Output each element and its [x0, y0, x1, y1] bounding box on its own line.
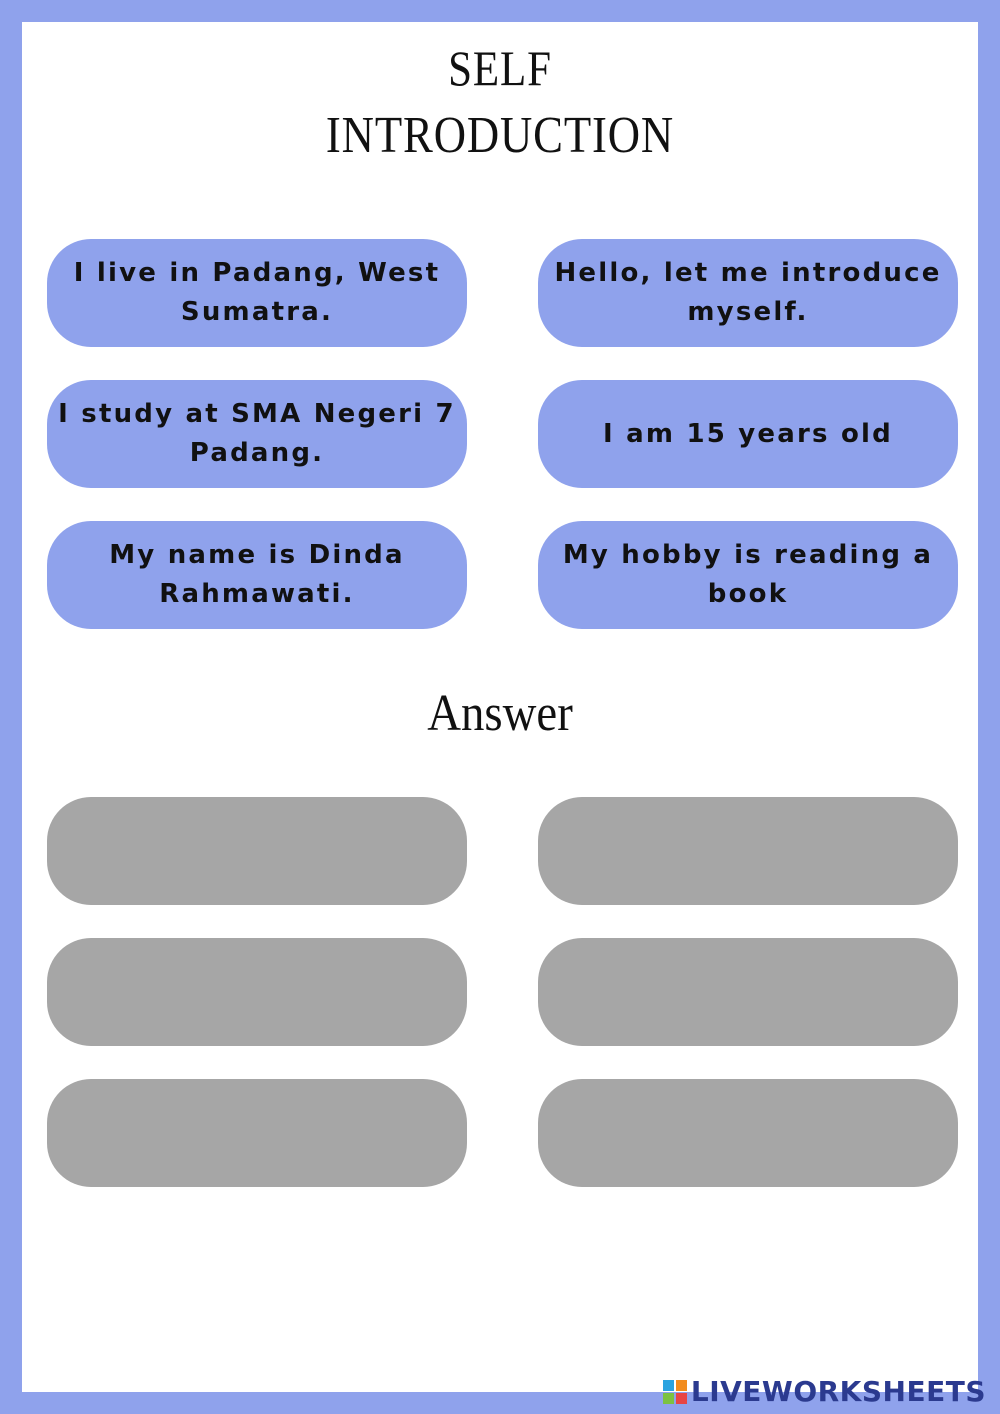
answer-drop-slot[interactable]: [538, 797, 958, 905]
sentence-card-text: I am 15 years old: [603, 418, 893, 449]
liveworksheets-logo-icon: [663, 1380, 687, 1404]
sentence-card-text: I study at SMA Negeri 7 Padang.: [58, 399, 456, 468]
sentence-card[interactable]: [538, 380, 958, 488]
page-title-line2: INTRODUCTION: [325, 107, 675, 164]
brand-name: LIVEWORKSHEETS: [690, 1375, 986, 1408]
sentence-card[interactable]: [47, 521, 467, 629]
sentence-card-text: My name is Dinda Rahmawati.: [109, 540, 405, 609]
answer-drop-slot[interactable]: [538, 938, 958, 1046]
sentence-card[interactable]: [47, 239, 467, 347]
answer-drop-slot[interactable]: [47, 797, 467, 905]
sentence-card[interactable]: [47, 380, 467, 488]
answer-heading: Answer: [427, 685, 573, 742]
answer-drop-slot[interactable]: [47, 1079, 467, 1187]
sentence-card-text: I live in Padang, West Sumatra.: [73, 258, 441, 327]
answer-drop-slot[interactable]: [47, 938, 467, 1046]
sentence-card-text: Hello, let me introduce myself.: [554, 258, 942, 327]
sentence-card[interactable]: [538, 239, 958, 347]
answer-drop-slot[interactable]: [538, 1079, 958, 1187]
liveworksheets-brand[interactable]: [663, 1376, 986, 1408]
sentence-card-text: My hobby is reading a book: [562, 540, 934, 609]
page-title-line1: SELF: [448, 40, 552, 96]
sentence-card[interactable]: [538, 521, 958, 629]
